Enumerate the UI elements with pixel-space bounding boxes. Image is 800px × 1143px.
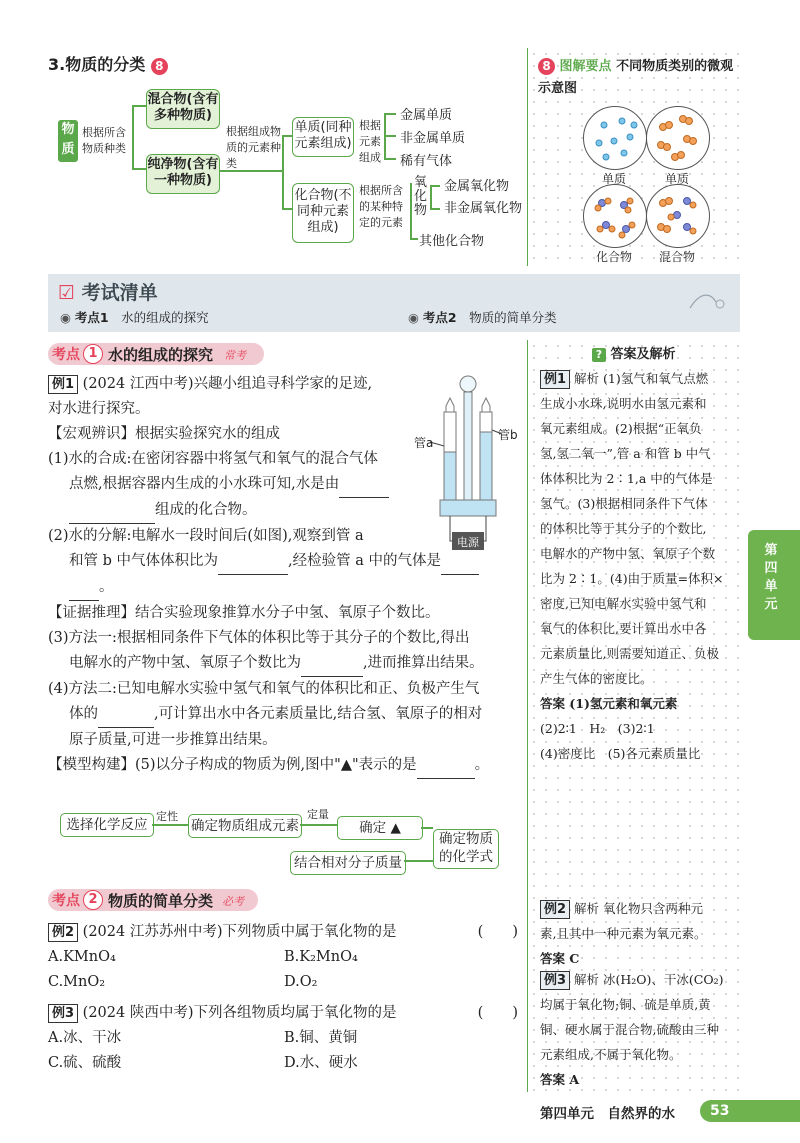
kp2-heading: 考点 2 物质的简单分类 必考 (48, 889, 258, 911)
flow-label-quantitative: 定量 (307, 808, 329, 821)
diagram-title: 不同物质类别的微观示意图 (538, 59, 734, 96)
power-supply-label: 电源 (457, 536, 479, 549)
kp1-title: 水的组成的探究 (108, 346, 214, 364)
label-mixture: 混合物 (658, 250, 695, 264)
particle-circle-element-2 (646, 106, 710, 170)
diagram-badge: 8 (538, 58, 555, 75)
oxide-type-nonmetal: 非金属氧化物 (444, 201, 523, 216)
answers-title: ? 答案及解析 (592, 343, 676, 362)
flow-determine-formula: 确定物质的化学式 (433, 829, 499, 869)
label-compound: 化合物 (595, 250, 632, 264)
label-element-1: 单质 (601, 172, 626, 186)
banner-title: ☑ 考试清单 (58, 282, 158, 304)
example1-label: 例1 (48, 375, 78, 394)
answer-ex2-label: 例2 (540, 900, 570, 919)
option-3b[interactable]: B.铜、黄铜 (284, 1030, 358, 1046)
option-3c[interactable]: C.硫、硫酸 (48, 1055, 122, 1071)
flow-label-qualitative: 定性 (156, 810, 178, 823)
diagram-box (527, 48, 741, 266)
element-types-list (400, 104, 465, 173)
node-pure: 纯净物(含有一种物质) (146, 154, 220, 194)
kp2-tag: 必考 (222, 895, 244, 908)
answer-ex1-label: 例1 (540, 370, 570, 389)
tube-a-label: 管a (414, 436, 434, 450)
option-2a[interactable]: A.KMnO₄ (48, 949, 116, 965)
flow-determine-elements: 确定物质组成元素 (188, 814, 302, 838)
element-type-nonmetal: 非金属单质 (400, 131, 466, 146)
page-number: 53 (700, 1100, 800, 1122)
banner-kp2: ◉ 考点2 物质的简单分类 (408, 310, 557, 325)
particle-circle-mixture (646, 184, 710, 248)
answer-blank-1a[interactable] (339, 472, 389, 498)
node-element-substance: 单质(同种元素组成) (292, 117, 354, 157)
root-node-matter: 物 质 (58, 120, 78, 162)
kp2-title: 物质的简单分类 (108, 892, 214, 910)
flow-relative-mass: 结合相对分子质量 (290, 851, 406, 875)
answer-ex2: 例2 解析 氧化物只含两种元 素,且其中一种元素为氧元素。 答案 C (540, 901, 707, 966)
answer-blank-5[interactable] (417, 753, 475, 779)
key-icon: ? (592, 348, 606, 362)
node-mixture: 混合物(含有多种物质) (146, 89, 220, 129)
mixture-particles-icon (647, 185, 709, 247)
node-compound: 化合物(不同种元素组成) (292, 183, 354, 243)
footer-unit: 第四单元 自然界的水 (540, 1106, 675, 1122)
diatomic-particles-icon (647, 107, 709, 169)
option-3d[interactable]: D.水、硬水 (284, 1055, 358, 1071)
particle-circle-element-1 (583, 106, 647, 170)
answer-ex3-label: 例3 (540, 971, 570, 990)
note-by-element: 根据元素组成 (359, 119, 381, 164)
electrolysis-diagram-icon (410, 372, 522, 558)
flow-determine-triangle: 确定 ▲ (337, 816, 423, 840)
answer-blank-1b[interactable] (69, 498, 155, 524)
answer-blank-2c[interactable] (69, 575, 99, 601)
answer-ex3: 例3 解析 冰(H₂O)、干冰(CO₂) 均属于氧化物;铜、硫是单质,黄 铜、硬水属于混合物,硫酸由三种 元素组成,不属于氧化物。 答案 A (540, 972, 724, 1087)
label-element-2: 单质 (664, 172, 689, 186)
unit-side-tab[interactable]: 第四单元 (748, 530, 800, 640)
flow-select-reaction: 选择化学反应 (60, 813, 154, 837)
answer-blank-3[interactable] (301, 651, 363, 677)
element-type-noble-gas: 稀有气体 (400, 154, 453, 169)
tube-b-label: 管b (498, 428, 518, 442)
answer-blank-2a[interactable] (218, 549, 288, 575)
checkbox-icon: ☑ (58, 282, 76, 304)
section-title: 3.物质的分类 8 (48, 52, 168, 75)
example2-block: 例2 (2024 江苏苏州中考)下列物质中属于氧化物的是 ( ) A.KMnO₄ B.K₂MnO₄ C.MnO₂ D.O₂ (48, 920, 518, 995)
decorative-swirl-icon (688, 286, 728, 316)
diagram-head: 图解要点 (559, 59, 612, 74)
oxide-type-metal: 金属氧化物 (444, 179, 510, 194)
example1-block: 例1 (2024 江西中考)兴趣小组追寻科学家的足迹, 对水进行探究。 【宏观辨识】根据实验探究水的组成 (1)水的合成:在密闭容器中将氢气和氧气的混合气体 点燃,根据容器内生成的小水珠可知,水是由 组成的化合物。 (2)水的分解:电解水一段时间后(如图),观察到管 a 和管 b 中气体体积比为 ,经检验管 a 中的气体是 。 【证据推理】结合实验现象推算水分子中氢、氧原子个数比。 (3)方法一:根据相同条件下气体的体积比等于其分子的个数比,得出 电解水的产物中氢、氧原子个数比为 ,进而推算出结果。 (4)方法二:已知电解水实验中氢气和氧气的体积比和正、负极产生气 体的 ,可计算出水中各元素质量比,结合氢、氧原子的相对 原子质量,可进一步推算出结果。 【模型构建】(5)以分子构成的物质为例,图中"▲"表示的是 。 (48, 372, 518, 779)
answer-blank-4[interactable] (98, 702, 154, 728)
answer-paren-3[interactable]: ( ) (477, 1005, 518, 1021)
option-2b[interactable]: B.K₂MnO₄ (284, 949, 358, 965)
other-compound: 其他化合物 (419, 234, 485, 249)
particle-circle-compound (583, 184, 647, 248)
electrolysis-apparatus (410, 372, 522, 558)
note-by-element-kind: 根据组成物质的元素种类 (226, 125, 281, 170)
answer-paren-2[interactable]: ( ) (477, 924, 518, 940)
exam-checklist-banner (48, 274, 740, 332)
oxide-label: 氧化物 (414, 175, 428, 218)
kp1-heading: 考点 1 水的组成的探究 常考 (48, 343, 264, 365)
note-by-substance: 根据所含物质种类 (82, 126, 126, 155)
option-2d[interactable]: D.O₂ (284, 974, 318, 990)
compound-particles-icon (584, 185, 646, 247)
banner-kp1: ◉ 考点1 水的组成的探究 (60, 310, 209, 325)
monatomic-particles-icon (584, 107, 646, 169)
section-badge: 8 (151, 58, 168, 75)
oxide-types-list (444, 176, 522, 220)
example3-block: 例3 (2024 陕西中考)下列各组物质均属于氧化物的是 ( ) A.冰、干冰 B.铜、黄铜 C.硫、硫酸 D.水、硬水 (48, 1001, 518, 1076)
kp1-tag: 常考 (224, 349, 246, 362)
example3-label: 例3 (48, 1004, 78, 1023)
answer-ex1: 例1 解析 (1)氢气和氧气点燃 生成小水珠,说明水由氢元素和 氧元素组成。(2)根据“正氧负 氢,氢二氧一”,管 a 和管 b 中气 体体积比为 2∶1,a 中的气体是 氢气。(3)根据相同条件下气体 的体积比等于其分子的个数比, 电解水的产物中氢、氧原子个数 比为 2∶1。(4)由于质量=体积× 密度,已知电解水实验中氢气和 氧气的体积比,要计算出水中各 元素质量比,则需要知道正、负极 产生气体的密度比。 答案 (1)氢元素和氧元素 (2)2∶1 H₂ (3)2∶1 (4)密度比 (5)各元素质量比 (540, 371, 724, 761)
element-type-metal: 金属单质 (400, 108, 453, 123)
example2-label: 例2 (48, 923, 78, 942)
option-3a[interactable]: A.冰、干冰 (48, 1030, 122, 1046)
note-by-specific-element: 根据所含的某种特定的元素 (359, 184, 403, 229)
option-2c[interactable]: C.MnO₂ (48, 974, 106, 990)
